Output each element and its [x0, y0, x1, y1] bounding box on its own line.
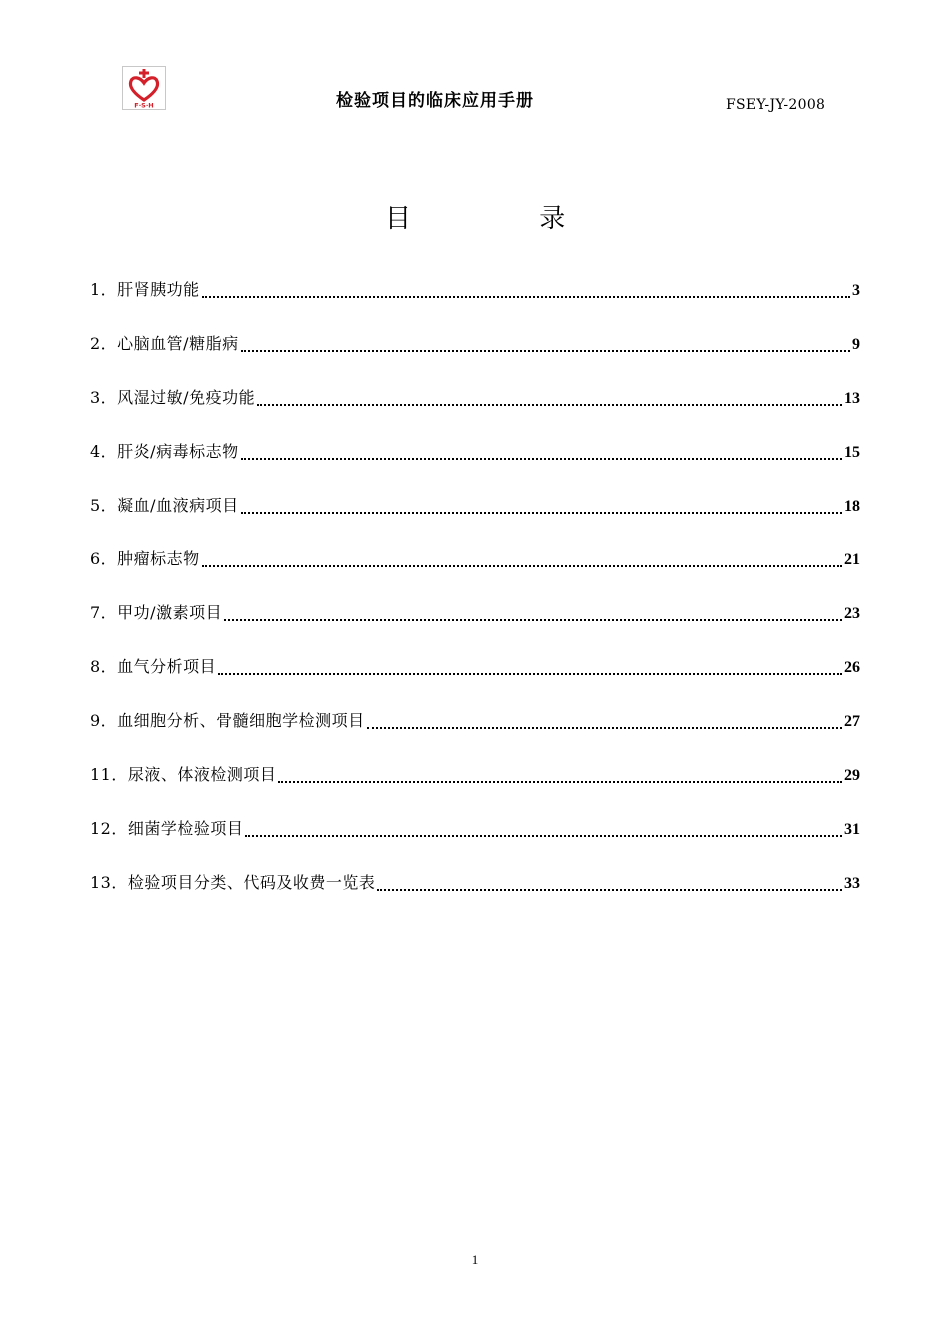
- toc-entry-page: 18: [844, 497, 860, 515]
- toc-entry-label: 12．细菌学检验项目: [90, 818, 244, 838]
- dot-leader: [202, 286, 850, 298]
- toc-entry-12[interactable]: [90, 816, 860, 842]
- toc-entry-label: 2．心脑血管/糖脂病: [90, 333, 239, 353]
- dot-leader: [202, 555, 842, 567]
- toc-entry-label: 8．血气分析项目: [90, 657, 217, 677]
- toc-entry-label: 5．凝血/血液病项目: [90, 495, 239, 515]
- table-of-contents: [90, 277, 860, 924]
- toc-entry-9[interactable]: [90, 708, 860, 734]
- toc-entry-5[interactable]: [90, 493, 860, 519]
- dot-leader: [218, 663, 842, 675]
- toc-entry-label: 9．血细胞分析、骨髓细胞学检测项目: [90, 711, 365, 731]
- dot-leader: [377, 879, 842, 891]
- toc-entry-6[interactable]: [90, 546, 860, 572]
- toc-entry-page: 33: [844, 874, 860, 892]
- toc-entry-label: 4．肝炎/病毒标志物: [90, 441, 239, 461]
- toc-entry-page: 21: [844, 551, 860, 569]
- page-number: 1: [471, 1252, 479, 1267]
- toc-entry-label: 7．甲功/激素项目: [90, 603, 223, 623]
- toc-entry-page: 15: [844, 443, 860, 461]
- toc-entry-page: 26: [844, 659, 860, 677]
- toc-entry-7[interactable]: [90, 600, 860, 626]
- manual-title: 检验项目的临床应用手册: [336, 91, 534, 111]
- toc-entry-label: 13．检验项目分类、代码及收费一览表: [90, 872, 376, 892]
- toc-entry-4[interactable]: [90, 439, 860, 465]
- dot-leader: [241, 502, 842, 514]
- dot-leader: [241, 340, 850, 352]
- logo-text: F·S·H: [134, 101, 154, 110]
- dot-leader: [241, 448, 842, 460]
- toc-entry-label: 3．风湿过敏/免疫功能: [90, 387, 256, 407]
- toc-entry-3[interactable]: [90, 385, 860, 411]
- dot-leader: [224, 609, 842, 621]
- toc-entry-page: 29: [844, 767, 860, 785]
- toc-entry-label: 1．肝肾胰功能: [90, 280, 200, 299]
- toc-entry-label: 11．尿液、体液检测项目: [90, 765, 277, 785]
- dot-leader: [245, 825, 842, 837]
- toc-entry-13[interactable]: [90, 870, 860, 896]
- toc-entry-page: 27: [844, 713, 860, 731]
- dot-leader: [278, 771, 842, 783]
- toc-entry-label: 6．肿瘤标志物: [90, 549, 200, 569]
- document-code: FSEY-JY-2008: [726, 97, 826, 113]
- toc-entry-page: 3: [852, 282, 860, 299]
- dot-leader: [257, 394, 842, 406]
- toc-entry-1[interactable]: [90, 277, 860, 303]
- toc-entry-page: 31: [844, 820, 860, 838]
- toc-entry-11[interactable]: [90, 762, 860, 788]
- toc-entry-2[interactable]: [90, 331, 860, 357]
- toc-heading: 目 录: [385, 204, 566, 234]
- dot-leader: [367, 717, 842, 729]
- toc-entry-page: 9: [852, 335, 860, 353]
- toc-entry-8[interactable]: [90, 654, 860, 680]
- toc-entry-page: 23: [844, 605, 860, 623]
- toc-entry-page: 13: [844, 389, 860, 407]
